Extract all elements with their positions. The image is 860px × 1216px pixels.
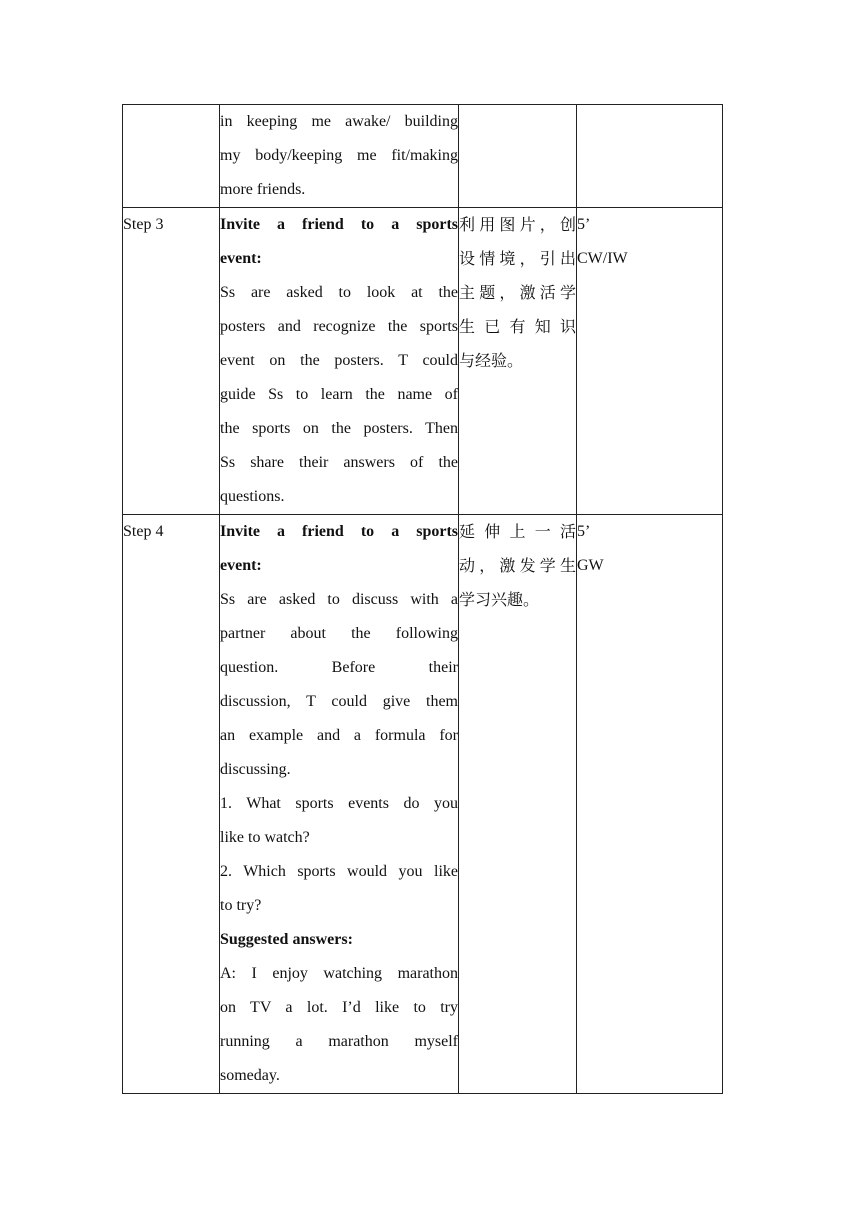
step-cell	[123, 515, 220, 1094]
content-line: to try?	[220, 897, 262, 914]
purpose-line: 动，激发学生	[459, 556, 576, 575]
purpose-cell	[459, 105, 577, 208]
step-cell	[123, 208, 220, 515]
purpose-line: 延伸上一活	[459, 522, 576, 541]
purpose-line: 生已有知识	[459, 317, 576, 336]
table-row	[123, 515, 723, 1094]
content-line: event:	[220, 557, 262, 574]
content-line: partner about the following	[220, 625, 458, 642]
content-cell	[220, 208, 459, 515]
purpose-line: 利用图片，创	[459, 215, 576, 234]
table-row	[123, 105, 723, 208]
step-label: Step 4	[123, 523, 164, 540]
content-line: Invite a friend to a sports	[220, 523, 458, 540]
content-line: Ss share their answers of the	[220, 454, 458, 471]
time-cell	[577, 105, 723, 208]
purpose-line: 主题，激活学	[459, 283, 576, 302]
mode-label: CW/IW	[577, 250, 628, 267]
content-line: an example and a formula for	[220, 727, 458, 744]
content-line: discussing.	[220, 761, 291, 778]
purpose-line: 设情境，引出	[459, 249, 576, 268]
time-label: 5’	[577, 216, 591, 233]
time-cell	[577, 515, 723, 1094]
content-line: event:	[220, 250, 262, 267]
content-line: A: I enjoy watching marathon	[220, 965, 458, 982]
content-line: like to watch?	[220, 829, 310, 846]
time-label: 5’	[577, 523, 591, 540]
content-line: someday.	[220, 1067, 280, 1084]
purpose-line: 学习兴趣。	[459, 590, 540, 609]
content-line: more friends.	[220, 181, 306, 198]
content-line: Ss are asked to look at the	[220, 284, 458, 301]
step-cell	[123, 105, 220, 208]
table-body	[123, 105, 723, 1094]
content-line: question. Before their	[220, 659, 458, 676]
content-line: Invite a friend to a sports	[220, 216, 458, 233]
step-label: Step 3	[123, 216, 164, 233]
content-line: 2. Which sports would you like	[220, 863, 458, 880]
content-line: my body/keeping me fit/making	[220, 147, 458, 164]
content-line: the sports on the posters. Then	[220, 420, 458, 437]
content-line: 1. What sports events do you	[220, 795, 458, 812]
content-line: questions.	[220, 488, 285, 505]
content-line: Suggested answers:	[220, 931, 353, 948]
purpose-cell	[459, 208, 577, 515]
content-cell	[220, 515, 459, 1094]
purpose-cell	[459, 515, 577, 1094]
content-line: discussion, T could give them	[220, 693, 458, 710]
content-cell	[220, 105, 459, 208]
time-cell	[577, 208, 723, 515]
content-line: posters and recognize the sports	[220, 318, 458, 335]
purpose-line: 与经验。	[459, 351, 524, 370]
table-row	[123, 208, 723, 515]
content-line: guide Ss to learn the name of	[220, 386, 458, 403]
content-line: on TV a lot. I’d like to try	[220, 999, 458, 1016]
lesson-plan-table	[122, 104, 723, 1094]
content-line: running a marathon myself	[220, 1033, 458, 1050]
content-line: in keeping me awake/ building	[220, 113, 458, 130]
content-line: event on the posters. T could	[220, 352, 458, 369]
content-line: Ss are asked to discuss with a	[220, 591, 458, 608]
mode-label: GW	[577, 557, 604, 574]
